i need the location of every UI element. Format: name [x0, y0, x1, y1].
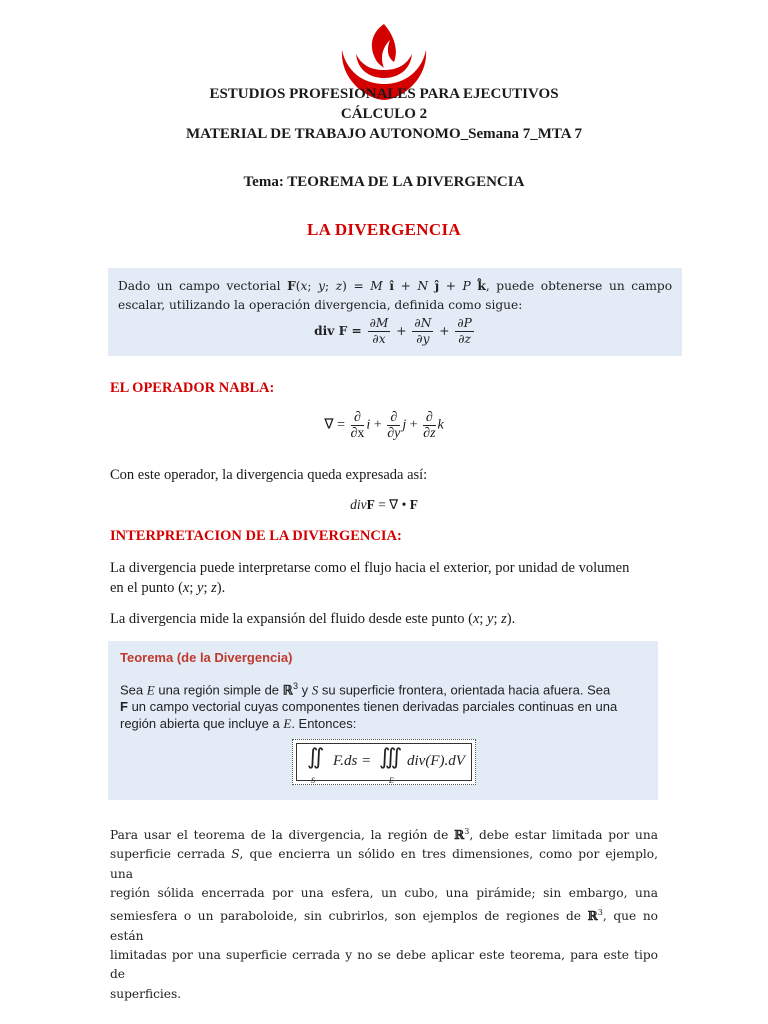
interp-text-a: La divergencia puede interpretarse como el flujo hacia el exterior, por unidad de volumen — [110, 560, 630, 576]
tema-heading: Tema: TEOREMA DE LA DIVERGENCIA — [243, 174, 525, 190]
final-text-c: superficie cerrada — [110, 847, 226, 862]
interpretation-paragraph-2: La divergencia mide la expansión del fluido desde este punto (x; y; z). — [110, 611, 516, 627]
thm-text-b: una región simple de — [158, 682, 280, 698]
final-text-f: semiesfera o un paraboloide, sin cubrirlos, son ejemplos de regiones de — [110, 909, 581, 924]
main-title: LA DIVERGENCIA — [307, 220, 461, 239]
interp-text-b: en el punto — [110, 580, 175, 596]
definition-text-b: puede obtenerse un campo — [496, 279, 673, 293]
thm-text-f: región abierta que incluye a — [120, 716, 280, 732]
final-text-d: , que encierra un sólido en tres dimensiones, como por ejemplo, una — [110, 847, 658, 881]
final-paragraph — [110, 822, 658, 1004]
theorem-title: Teorema (de la Divergencia) — [120, 650, 293, 665]
theorem-line-2: F un campo vectorial cuyas componentes tienen derivadas parciales continuas en una — [120, 699, 618, 715]
divergence-theorem-formula: ∬ S F.ds = ∭ E div(F).dV — [292, 739, 476, 785]
final-text-b: , debe estar limitada por una — [469, 828, 659, 843]
divergence-formula: div F = $\frac{\partial M}{\partial x}$ + $\frac{\partial N}{\partial y}$ + $\frac{\partial P}{\partial z}$ — [314, 316, 472, 346]
nabla-formula: ∇ = $\frac{\partial}{\partial x}$ i + $\frac{\partial}{\partial y}$ j + $\frac{\partial}{\partial z}$ k — [324, 410, 444, 441]
theorem-box — [108, 641, 658, 800]
definition-text-a: Dado un campo vectorial — [118, 279, 281, 293]
theorem-line-1: Sea E una región simple de ℝ$^3$ y S su superficie frontera, orientada hacia afuera. Sea — [120, 681, 611, 698]
div-label: div F = — [314, 324, 362, 338]
theorem-line-3: región abierta que incluye a E. Entonces: — [120, 716, 357, 732]
section-nabla: EL OPERADOR NABLA: — [110, 380, 275, 396]
thm-text-e: un campo vectorial cuyas componentes tienen derivadas parciales continuas en una — [131, 699, 618, 715]
operator-text: Con este operador, la divergencia queda expresada así: — [110, 467, 428, 483]
final-text-g: , que no están — [110, 909, 659, 943]
final-line-3: región sólida encerrada por una esfera, un cubo, una pirámide; sin embargo, una — [110, 885, 658, 900]
div-nabla-formula: divF = ∇ • F — [350, 497, 418, 512]
final-line-1: Para usar el teorema de la divergencia, la región de ℝ$^3$, debe estar limitada por una — [110, 827, 659, 843]
interpretation-paragraph-1: La divergencia puede interpretarse como el flujo hacia el exterior, por unidad de volumen en el punto (x; y; z). — [110, 560, 630, 596]
definition-line-2: escalar, utilizando la operación divergencia, definida como sigue: — [118, 298, 523, 312]
header-line-1: ESTUDIOS PROFESIONALES PARA EJECUTIVOS — [209, 86, 559, 102]
thm-text-d: su superficie frontera, orientada hacia afuera. Sea — [321, 682, 611, 698]
section-interpretation: INTERPRETACION DE LA DIVERGENCIA: — [110, 528, 402, 544]
final-text-a: Para usar el teorema de la divergencia, la región de — [110, 828, 449, 843]
definition-box — [108, 268, 682, 356]
header-line-3: MATERIAL DE TRABAJO AUTONOMO_Semana 7_MTA 7 — [185, 126, 582, 142]
definition-line-1: Dado un campo vectorial F(x; y; z) = M î + N ĵ + P k̂, puede obtenerse un campo — [118, 279, 673, 293]
thm-text-a: Sea — [120, 682, 144, 698]
final-line-6: superficies. — [110, 986, 182, 1001]
thm-text-c: y — [301, 682, 309, 698]
final-line-2: superficie cerrada S, que encierra un sólido en tres dimensiones, como por ejemplo, una — [110, 847, 658, 881]
final-line-4: semiesfera o un paraboloide, sin cubrirlos, son ejemplos de regiones de ℝ$^3$, que no están — [110, 908, 659, 943]
final-line-5: limitadas por una superficie cerrada y no se debe aplicar este teorema, para este tipo de — [110, 947, 658, 982]
interp-text-c: La divergencia mide la expansión del fluido desde este punto — [110, 611, 465, 627]
thm-text-g: . Entonces: — [291, 716, 357, 732]
header-line-2: CÁLCULO 2 — [340, 106, 428, 122]
